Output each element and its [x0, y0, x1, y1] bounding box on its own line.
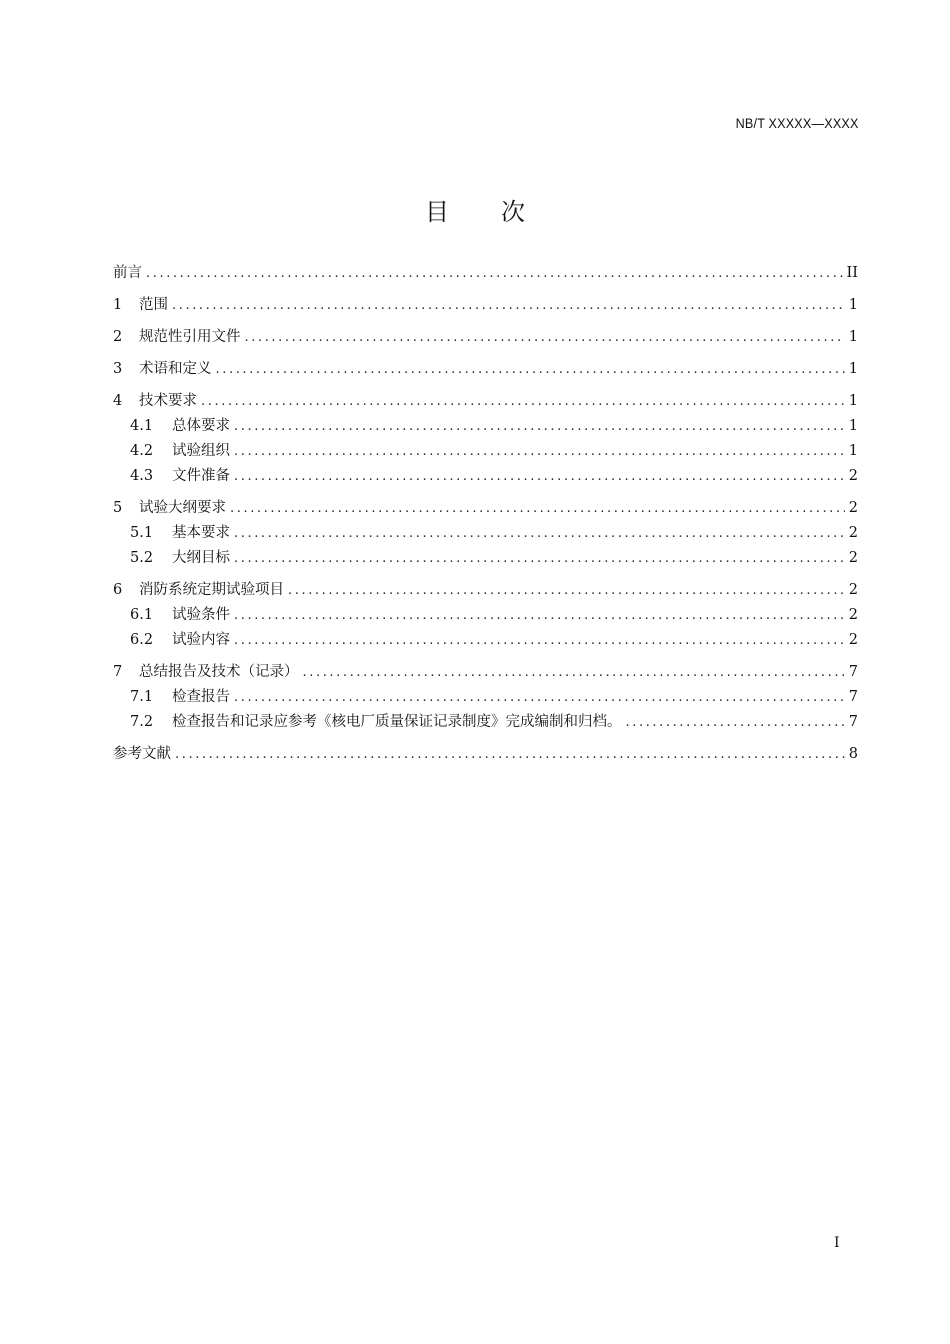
toc-leader-dots — [201, 390, 845, 414]
toc-leader-dots — [245, 326, 845, 350]
toc-entry-page: 7 — [848, 714, 858, 730]
toc-entry-number: 1 — [113, 297, 123, 313]
toc-entry-title: 试验内容 — [172, 632, 230, 648]
footer-page-number: I — [834, 1235, 840, 1251]
toc-entry-number: 6.1 — [130, 607, 154, 623]
toc-entry-page: 1 — [848, 297, 858, 313]
toc-leader-dots — [175, 743, 845, 767]
toc-entry[interactable] — [113, 546, 858, 570]
toc-entry[interactable] — [113, 293, 858, 317]
toc-entry-number: 5 — [113, 500, 123, 516]
toc-entry-number: 7 — [113, 664, 123, 680]
title-char: 次 — [501, 198, 525, 226]
toc-entry-page: 2 — [848, 632, 858, 648]
toc-entry-page: 1 — [848, 443, 858, 459]
toc-entry-page: 2 — [848, 582, 858, 598]
toc-entry[interactable] — [113, 414, 858, 438]
toc-entry[interactable] — [113, 439, 858, 463]
toc-entry-title: 文件准备 — [172, 468, 230, 484]
toc-entry-title: 技术要求 — [139, 393, 197, 409]
toc-entry-title: 试验条件 — [172, 607, 230, 623]
toc-leader-dots — [234, 440, 845, 464]
toc-leader-dots — [626, 711, 845, 735]
toc-entry[interactable] — [113, 357, 858, 381]
toc-leader-dots — [230, 497, 845, 521]
toc-entry-title: 检查报告和记录应参考《核电厂质量保证记录制度》完成编制和归档。 — [172, 714, 622, 730]
toc-entry-page: 7 — [848, 664, 858, 680]
toc-entry-number: 4.3 — [130, 468, 154, 484]
toc-entry[interactable] — [113, 389, 858, 413]
toc-entry-title: 检查报告 — [172, 689, 230, 705]
toc-entry-title: 大纲目标 — [172, 550, 230, 566]
toc-leader-dots — [234, 629, 845, 653]
toc-entry[interactable] — [113, 742, 858, 766]
toc-entry-page: II — [846, 265, 858, 281]
toc-entry-page: 2 — [848, 468, 858, 484]
toc-entry-number: 6 — [113, 582, 123, 598]
toc-entry-page: 2 — [848, 500, 858, 516]
toc-entry-title: 前言 — [113, 265, 142, 281]
toc-entry-number: 4 — [113, 393, 123, 409]
toc-entry[interactable] — [113, 578, 858, 602]
toc-leader-dots — [303, 661, 845, 685]
page-title — [0, 192, 950, 227]
toc-entry-number: 5.1 — [130, 525, 154, 541]
toc-leader-dots — [234, 415, 845, 439]
toc-leader-dots — [146, 262, 843, 286]
toc-entry[interactable] — [113, 603, 858, 627]
toc-entry[interactable] — [113, 710, 858, 734]
toc-entry[interactable] — [113, 325, 858, 349]
toc-entry[interactable] — [113, 261, 858, 285]
toc-entry-title: 总体要求 — [172, 418, 230, 434]
toc-entry-page: 1 — [848, 361, 858, 377]
toc-entry-title: 试验大纲要求 — [139, 500, 226, 516]
toc-entry-page: 1 — [848, 393, 858, 409]
toc-entry-page: 1 — [848, 418, 858, 434]
toc-entry-title: 总结报告及技术（记录） — [139, 664, 299, 680]
document-code: NB/T XXXXX—XXXX — [736, 115, 859, 131]
toc-entry-title: 范围 — [139, 297, 168, 313]
toc-entry-page: 2 — [848, 607, 858, 623]
toc-entry-title: 试验组织 — [172, 443, 230, 459]
toc-entry[interactable] — [113, 685, 858, 709]
toc-entry-number: 4.2 — [130, 443, 154, 459]
toc-entry-page: 8 — [848, 746, 858, 762]
toc-entry-title: 参考文献 — [113, 746, 171, 762]
toc-entry-page: 2 — [848, 550, 858, 566]
toc-entry[interactable] — [113, 496, 858, 520]
toc-entry-number: 5.2 — [130, 550, 154, 566]
toc-entry-number: 4.1 — [130, 418, 154, 434]
toc-leader-dots — [288, 579, 845, 603]
toc-entry-number: 2 — [113, 329, 123, 345]
toc-leader-dots — [234, 604, 845, 628]
toc-entry-number: 6.2 — [130, 632, 154, 648]
toc-entry-title: 规范性引用文件 — [139, 329, 241, 345]
title-char: 目 — [425, 198, 449, 226]
toc-leader-dots — [234, 465, 845, 489]
toc-entry-page: 7 — [848, 689, 858, 705]
toc-leader-dots — [216, 358, 845, 382]
toc-leader-dots — [234, 547, 845, 571]
toc-entry-page: 2 — [848, 525, 858, 541]
toc-entry[interactable] — [113, 628, 858, 652]
toc-leader-dots — [234, 686, 845, 710]
toc-entry[interactable] — [113, 660, 858, 684]
toc-leader-dots — [234, 522, 845, 546]
toc-entry[interactable] — [113, 521, 858, 545]
toc-entry-title: 消防系统定期试验项目 — [139, 582, 284, 598]
toc-entry-page: 1 — [848, 329, 858, 345]
toc-entry-number: 7.2 — [130, 714, 154, 730]
toc-entry-title: 基本要求 — [172, 525, 230, 541]
toc-entry[interactable] — [113, 464, 858, 488]
toc-entry-title: 术语和定义 — [139, 361, 212, 377]
toc-entry-number: 3 — [113, 361, 123, 377]
table-of-contents — [113, 261, 858, 766]
toc-entry-number: 7.1 — [130, 689, 154, 705]
toc-leader-dots — [172, 294, 845, 318]
